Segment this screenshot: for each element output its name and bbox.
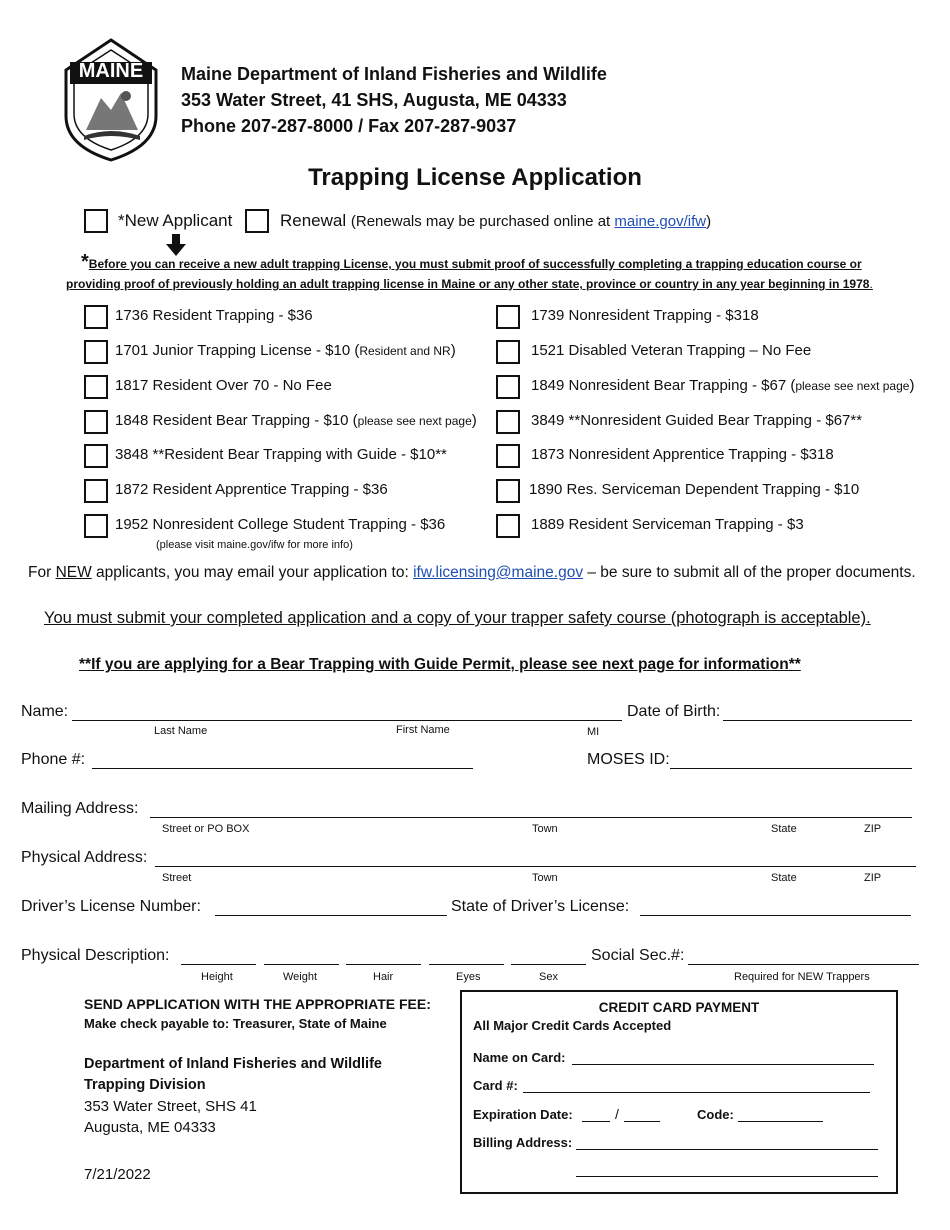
name-sub-mi: MI bbox=[587, 726, 600, 738]
moses-label: MOSES ID: bbox=[587, 751, 670, 768]
ssn-sub: Required for NEW Trappers bbox=[734, 971, 870, 983]
weight-input[interactable] bbox=[264, 964, 339, 965]
credit-card-box bbox=[460, 990, 898, 1194]
cc-exp-year-input[interactable] bbox=[624, 1121, 660, 1122]
physical-label: Physical Address: bbox=[21, 849, 148, 866]
email-note: For NEW applicants, you may email your application to: ifw.licensing@maine.gov – be sure to submit all of the proper documents. bbox=[28, 564, 916, 581]
license-option-label: 3848 **Resident Bear Trapping with Guide - $10** bbox=[115, 446, 447, 463]
physical-sub-zip: ZIP bbox=[864, 872, 882, 884]
physical-sub-street: Street bbox=[162, 872, 192, 884]
license-option-label: 1701 Junior Trapping License - $10 (Resident and NR) bbox=[115, 342, 456, 359]
form-date: 7/21/2022 bbox=[84, 1166, 151, 1183]
page-title: Trapping License Application bbox=[308, 164, 642, 191]
dob-label: Date of Birth: bbox=[627, 703, 721, 720]
submit-note: You must submit your completed application and a copy of your trapper safety course (photograph is acceptable). bbox=[44, 609, 871, 627]
dl-input[interactable] bbox=[215, 915, 447, 916]
renewal-label-group bbox=[280, 211, 711, 231]
dl-state-input[interactable] bbox=[640, 915, 911, 916]
cc-exp-sep: / bbox=[615, 1106, 619, 1122]
mailing-input[interactable] bbox=[150, 817, 912, 818]
license-option-label: 1739 Nonresident Trapping - $318 bbox=[531, 307, 759, 324]
desc-sub-sex: Sex bbox=[539, 971, 558, 983]
height-input[interactable] bbox=[181, 964, 256, 965]
name-input[interactable] bbox=[72, 720, 622, 721]
ssn-label: Social Sec.#: bbox=[591, 947, 685, 964]
phone-label: Phone #: bbox=[21, 751, 86, 768]
license-option-label: 1817 Resident Over 70 - No Fee bbox=[115, 377, 332, 394]
physical-sub-state: State bbox=[771, 872, 797, 884]
name-sub-last: Last Name bbox=[154, 725, 208, 737]
renewal-checkbox[interactable] bbox=[245, 209, 269, 233]
maine-ifw-logo bbox=[56, 38, 166, 162]
new-applicant-note-line1: *Before you can receive a new adult trapping License, you must submit proof of successfully completing a trapping education course or bbox=[81, 251, 862, 273]
mail-division: Trapping Division bbox=[84, 1077, 206, 1093]
dl-state-label: State of Driver’s License: bbox=[451, 898, 630, 915]
cc-title: CREDIT CARD PAYMENT bbox=[598, 1000, 760, 1015]
moses-input[interactable] bbox=[670, 768, 912, 769]
renewal-label: Renewal bbox=[280, 211, 347, 230]
bear-guide-note: **If you are applying for a Bear Trapping with Guide Permit, please see next page for information** bbox=[79, 656, 801, 673]
license-option-checkbox[interactable] bbox=[84, 410, 108, 434]
mail-dept: Department of Inland Fisheries and Wildlife bbox=[84, 1056, 382, 1072]
name-label: Name: bbox=[21, 703, 69, 720]
desc-label: Physical Description: bbox=[21, 947, 170, 964]
license-option-label: 3849 **Nonresident Guided Bear Trapping - $67** bbox=[531, 412, 863, 429]
cc-code-label: Code: bbox=[697, 1107, 734, 1122]
desc-sub-eyes: Eyes bbox=[456, 971, 481, 983]
license-option-checkbox[interactable] bbox=[84, 375, 108, 399]
renewal-note-end: ) bbox=[706, 213, 712, 230]
new-applicant-note-line2: providing proof of previously holding an adult trapping license in Maine or any other state, province or country in any year beginning in 1978. bbox=[66, 277, 873, 291]
license-option-label: 1873 Nonresident Apprentice Trapping - $318 bbox=[531, 446, 834, 463]
license-option-checkbox[interactable] bbox=[496, 375, 520, 399]
cc-card-label: Card #: bbox=[473, 1078, 518, 1093]
license-option-label: 1521 Disabled Veteran Trapping – No Fee bbox=[531, 342, 812, 359]
mail-city: Augusta, ME 04333 bbox=[84, 1119, 216, 1136]
license-option-checkbox[interactable] bbox=[84, 305, 108, 329]
college-note: (please visit maine.gov/ifw for more info) bbox=[156, 539, 353, 551]
license-option-label: 1848 Resident Bear Trapping - $10 (please see next page) bbox=[115, 412, 477, 429]
license-option-checkbox[interactable] bbox=[496, 340, 520, 364]
note-star: * bbox=[81, 251, 89, 273]
cc-name-label: Name on Card: bbox=[473, 1050, 566, 1065]
mailing-label: Mailing Address: bbox=[21, 800, 139, 817]
payable-note: Make check payable to: Treasurer, State of Maine bbox=[84, 1016, 387, 1031]
cc-exp-label: Expiration Date: bbox=[473, 1107, 573, 1122]
license-option-checkbox[interactable] bbox=[496, 444, 520, 468]
license-option-label: 1736 Resident Trapping - $36 bbox=[115, 307, 313, 324]
cc-billing-input-2[interactable] bbox=[576, 1176, 878, 1177]
phone-input[interactable] bbox=[92, 768, 473, 769]
license-option-checkbox[interactable] bbox=[84, 340, 108, 364]
cc-code-input[interactable] bbox=[738, 1121, 823, 1122]
license-option-checkbox[interactable] bbox=[496, 479, 520, 503]
cc-exp-month-input[interactable] bbox=[582, 1121, 610, 1122]
eyes-input[interactable] bbox=[429, 964, 504, 965]
send-heading: SEND APPLICATION WITH THE APPROPRIATE FEE: bbox=[84, 996, 431, 1012]
license-option-checkbox[interactable] bbox=[84, 479, 108, 503]
license-option-label: 1890 Res. Serviceman Dependent Trapping - $10 bbox=[529, 481, 860, 498]
license-option-checkbox[interactable] bbox=[84, 514, 108, 538]
cc-card-input[interactable] bbox=[523, 1092, 870, 1093]
cc-accepted: All Major Credit Cards Accepted bbox=[473, 1018, 672, 1033]
dob-input[interactable] bbox=[723, 720, 912, 721]
email-link[interactable]: ifw.licensing@maine.gov bbox=[413, 564, 584, 581]
header-department: Maine Department of Inland Fisheries and Wildlife bbox=[181, 64, 607, 84]
license-option-checkbox[interactable] bbox=[84, 444, 108, 468]
cc-name-input[interactable] bbox=[572, 1064, 874, 1065]
hair-input[interactable] bbox=[346, 964, 421, 965]
logo-text: MAINE bbox=[78, 60, 144, 82]
mailing-sub-street: Street or PO BOX bbox=[162, 823, 250, 835]
mail-street: 353 Water Street, SHS 41 bbox=[84, 1098, 257, 1115]
license-option-checkbox[interactable] bbox=[496, 410, 520, 434]
renewal-link[interactable]: maine.gov/ifw bbox=[614, 213, 707, 230]
mailing-sub-zip: ZIP bbox=[864, 823, 882, 835]
header-address: 353 Water Street, 41 SHS, Augusta, ME 04333 bbox=[181, 90, 567, 110]
new-applicant-checkbox[interactable] bbox=[84, 209, 108, 233]
desc-sub-weight: Weight bbox=[283, 971, 318, 983]
new-applicant-label: *New Applicant bbox=[118, 211, 233, 230]
license-option-label: 1849 Nonresident Bear Trapping - $67 (please see next page) bbox=[531, 377, 915, 394]
sex-input[interactable] bbox=[511, 964, 586, 965]
license-option-checkbox[interactable] bbox=[496, 514, 520, 538]
cc-billing-label: Billing Address: bbox=[473, 1135, 573, 1150]
physical-sub-town: Town bbox=[532, 872, 558, 884]
license-option-label: 1952 Nonresident College Student Trapping - $36 bbox=[115, 516, 446, 533]
license-option-label: 1872 Resident Apprentice Trapping - $36 bbox=[115, 481, 388, 498]
physical-input[interactable] bbox=[155, 866, 916, 867]
desc-sub-height: Height bbox=[201, 971, 233, 983]
license-option-checkbox[interactable] bbox=[496, 305, 520, 329]
renewal-note: (Renewals may be purchased online at bbox=[350, 213, 615, 230]
cc-billing-input-1[interactable] bbox=[576, 1149, 878, 1150]
header-phone: Phone 207-287-8000 / Fax 207-287-9037 bbox=[181, 116, 517, 136]
dl-label: Driver’s License Number: bbox=[21, 898, 201, 915]
ssn-input[interactable] bbox=[688, 964, 919, 965]
mailing-sub-state: State bbox=[771, 823, 797, 835]
name-sub-first: First Name bbox=[396, 724, 450, 736]
mailing-sub-town: Town bbox=[532, 823, 558, 835]
license-option-label: 1889 Resident Serviceman Trapping - $3 bbox=[531, 516, 804, 533]
desc-sub-hair: Hair bbox=[373, 971, 394, 983]
